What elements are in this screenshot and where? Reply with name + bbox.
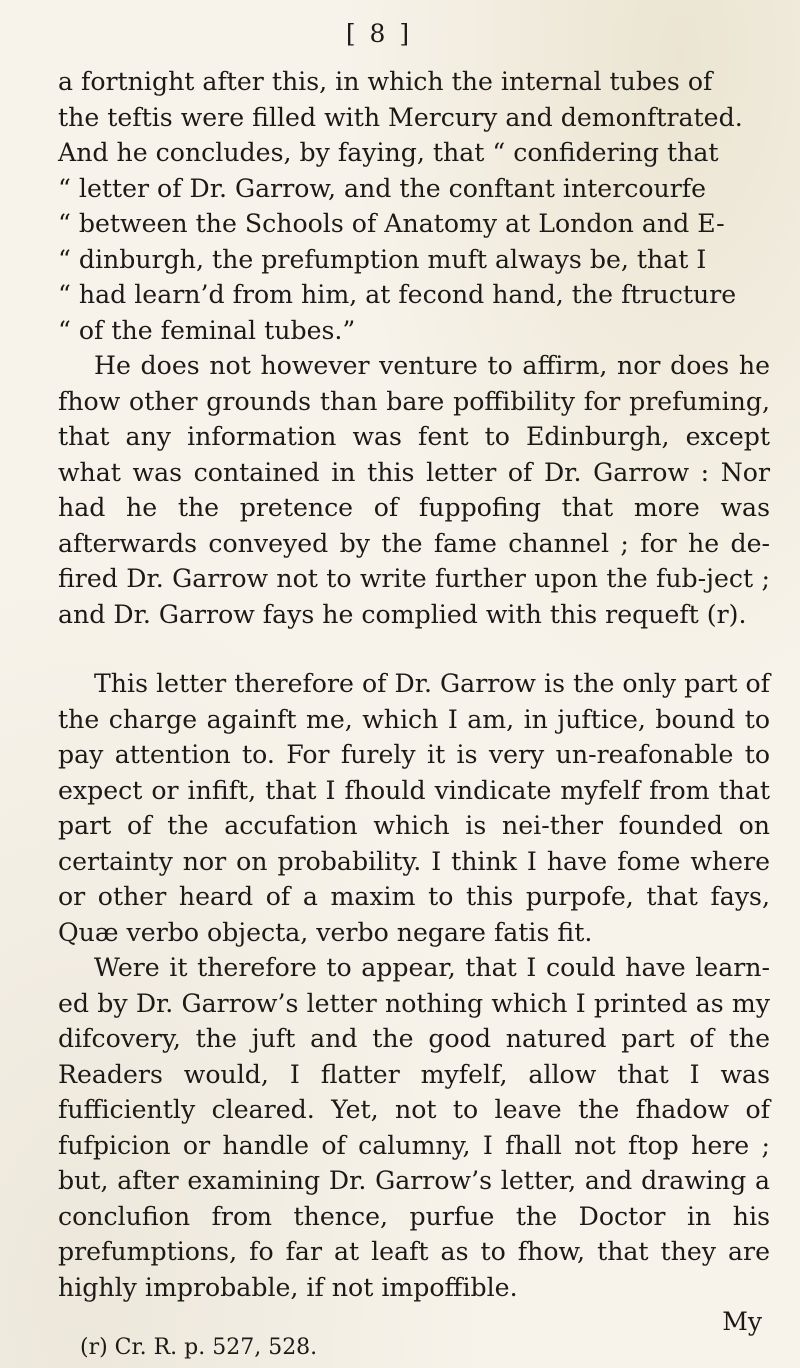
paragraph-1-line-4: “ letter of Dr. Garrow, and the conftant intercourfe — [58, 173, 707, 203]
paragraph-1-line-7: “ had learn’d from him, at fecond hand, the ftructure — [58, 280, 737, 309]
body-text — [58, 64, 770, 1305]
paragraph-1-line-5: “ between the Schools of Anatomy at London and E- — [58, 209, 725, 238]
paragraph-1-line-1: a fortnight after this, in which the internal tubes of — [58, 67, 713, 96]
paragraph-4: Were it therefore to appear, that I could have learn-ed by Dr. Garrow’s letter nothing which I printed as my difcovery, the juft and the good natured part of the Readers would, I flatter myfelf, allow that I was fufficiently cleared. Yet, not to leave the fhadow of fufpicion or handle of calumny, I fhall not ftop here ; but, after examining Dr. Garrow’s letter, and drawing a conclufion from thence, purfue the Doctor in his prefumptions, fo far at leaft as to fhow, that they are highly improbable, if not impoffible. — [58, 953, 770, 1302]
page-number: [ 8 ] — [345, 19, 413, 48]
paragraph-1-line-3: And he concludes, by faying, that “ confidering that — [58, 138, 719, 167]
paragraph-2: He does not however venture to affirm, nor does he fhow other grounds than bare poffibility for prefuming, that any information was fent to Edinburgh, except what was contained in this letter of Dr. Garrow : Nor had he the pretence of fuppofing that more was afterwards conveyed by the fame channel ; for he de-fired Dr. Garrow not to write further upon the fub-ject ; and Dr. Garrow fays he complied with this requeft (r). — [58, 351, 770, 629]
paragraph-3: This letter therefore of Dr. Garrow is the only part of the charge againft me, which I am, in juftice, bound to pay attention to. For furely it is very un-reafonable to expect or infift, that I fhould vindicate myfelf from that part of the accufation which is nei-ther founded on certainty nor on probability. I think I have fome where or other heard of a maxim to this purpofe, that fays, Quæ verbo objecta, verbo negare fatis fit. — [58, 669, 770, 947]
paragraph-1-line-2: the teftis were filled with Mercury and demonftrated. — [58, 102, 743, 132]
catchword: My — [722, 1307, 762, 1336]
footnote: (r) Cr. R. p. 527, 528. — [80, 1335, 318, 1360]
paragraph-1-line-8: “ of the feminal tubes.” — [58, 315, 356, 345]
paragraph-1-line-6: “ dinburgh, the prefumption muft always be, that I — [58, 244, 707, 274]
